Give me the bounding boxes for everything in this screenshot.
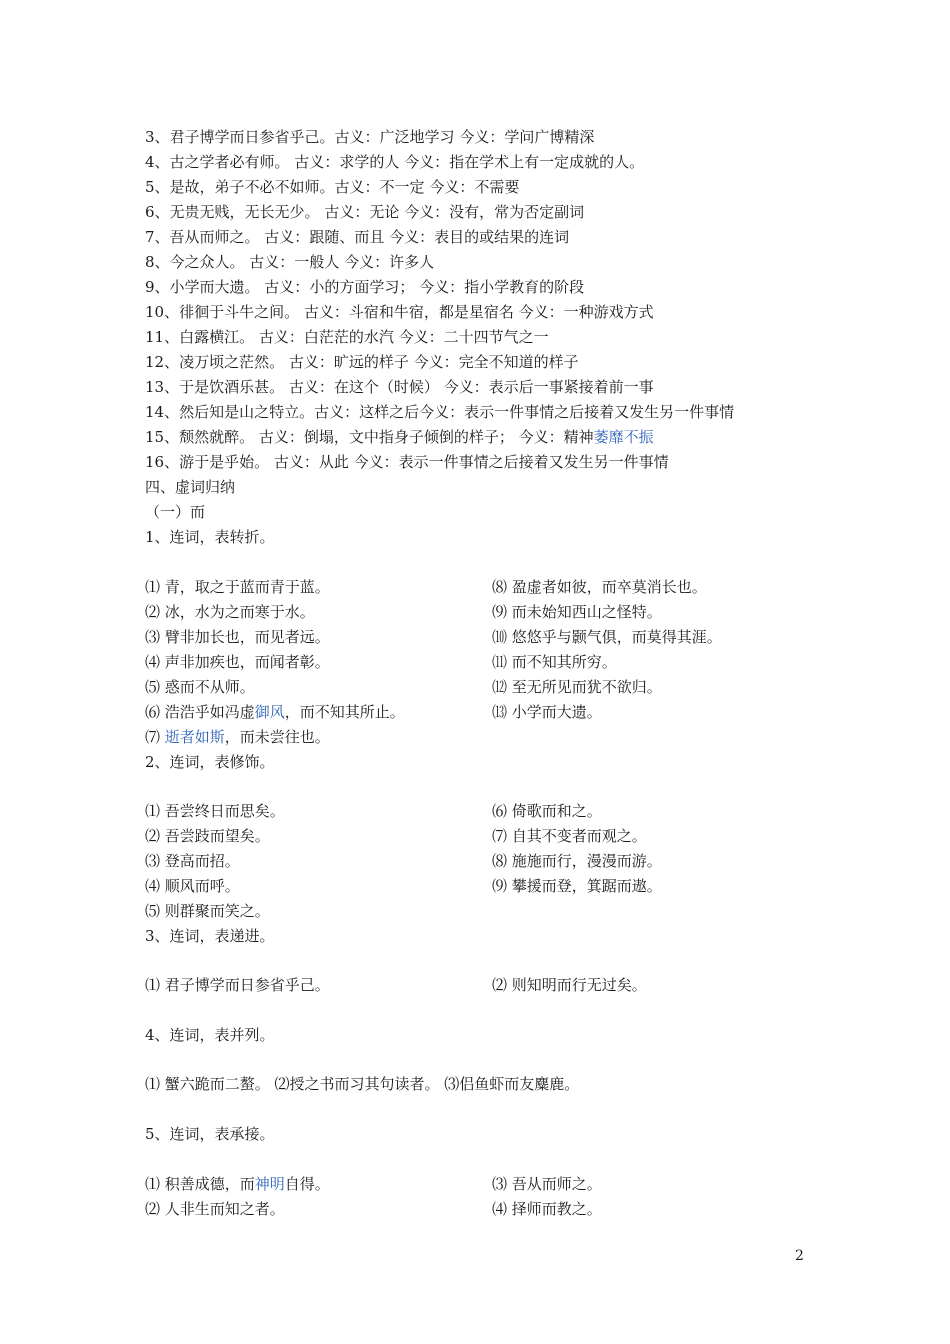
hyperlink-text[interactable]: 萎靡不振 xyxy=(593,428,654,446)
meaning-line: 4、古之学者必有师。 古义：求学的人 今义：指在学术上有一定成就的人。 xyxy=(145,153,645,171)
example-item: ⑶ 登高而招。 xyxy=(145,852,240,870)
example-item: ⑿ 至无所见而犹不欲归。 xyxy=(492,678,662,696)
page-number: 2 xyxy=(795,1248,804,1264)
example-item: ⑹ 浩浩乎如冯虚御风，而不知其所止。 xyxy=(145,703,405,721)
example-item: ⑶ 吾从而师之。 xyxy=(492,1175,602,1193)
meaning-line: 8、今之众人。 古义：一般人 今义：许多人 xyxy=(145,253,435,271)
example-item: ⑵ 冰，水为之而寒于水。 xyxy=(145,603,315,621)
group-title: 4、连词，表并列。 xyxy=(145,1026,275,1044)
example-item: ⑼ 攀援而登，箕踞而遨。 xyxy=(492,877,662,895)
group-title: 1、连词，表转折。 xyxy=(145,528,275,546)
example-item: ⑽ 悠悠乎与颢气俱，而莫得其涯。 xyxy=(492,628,722,646)
meaning-line: 6、无贵无贱，无长无少。 古义：无论 今义：没有，常为否定副词 xyxy=(145,203,585,221)
example-item: ⑴ 君子博学而日参省乎己。 xyxy=(145,976,330,994)
example-item: ⑻ 施施而行，漫漫而游。 xyxy=(492,852,662,870)
example-item: ⑷ 顺风而呼。 xyxy=(145,877,240,895)
meaning-line: 9、小学而大遗。 古义：小的方面学习； 今义：指小学教育的阶段 xyxy=(145,278,585,296)
example-item: ⑸ 则群聚而笑之。 xyxy=(145,902,270,920)
example-item: ⑼ 而未始知西山之怪特。 xyxy=(492,603,662,621)
example-item: ⑶ 臂非加长也，而见者远。 xyxy=(145,628,330,646)
example-item: ⑺ 逝者如斯，而未尝往也。 xyxy=(145,728,330,746)
example-item: ⑵ 则知明而行无过矣。 xyxy=(492,976,647,994)
example-item: ⑾ 而不知其所穷。 xyxy=(492,653,617,671)
meaning-line: 12、凌万顷之茫然。 古义：旷远的样子 今义：完全不知道的样子 xyxy=(145,353,579,371)
example-item: ⑷ 声非加疾也，而闻者彰。 xyxy=(145,653,330,671)
group-title: 5、连词，表承接。 xyxy=(145,1125,275,1143)
meaning-line: 14、然后知是山之特立。古义：这样之后今义：表示一件事情之后接着又发生另一件事情 xyxy=(145,403,735,421)
hyperlink-text[interactable]: 御风 xyxy=(254,703,285,721)
meaning-line: 7、吾从而师之。 古义：跟随、而且 今义：表目的或结果的连词 xyxy=(145,228,570,246)
example-item: ⑺ 自其不变者而观之。 xyxy=(492,827,647,845)
section-heading: 四、虚词归纳 xyxy=(145,478,236,496)
meaning-line: 5、是故，弟子不必不如师。古义：不一定 今义：不需要 xyxy=(145,178,520,196)
example-item: ⑵ 吾尝跂而望矣。 xyxy=(145,827,270,845)
example-item: ⑸ 惑而不从师。 xyxy=(145,678,255,696)
meaning-line: 10、徘徊于斗牛之间。 古义：斗宿和牛宿，都是星宿名 今义：一种游戏方式 xyxy=(145,303,654,321)
hyperlink-text[interactable]: 逝者如斯 xyxy=(164,728,225,746)
sub-heading: （一）而 xyxy=(145,503,206,521)
example-item: ⑴ 蟹六跪而二螯。 ⑵授之书而习其句读者。 ⑶侣鱼虾而友麋鹿。 xyxy=(145,1075,580,1093)
example-item: ⒀ 小学而大遗。 xyxy=(492,703,602,721)
example-item: ⑷ 择师而教之。 xyxy=(492,1200,602,1218)
meaning-line: 15、颓然就醉。 古义：倒塌，文中指身子倾倒的样子； 今义：精神萎靡不振 xyxy=(145,428,654,446)
hyperlink-text[interactable]: 神明 xyxy=(254,1175,285,1193)
meaning-line: 16、游于是乎始。 古义：从此 今义：表示一件事情之后接着又发生另一件事情 xyxy=(145,453,669,471)
example-item: ⑴ 吾尝终日而思矣。 xyxy=(145,802,285,820)
example-item: ⑴ 青，取之于蓝而青于蓝。 xyxy=(145,578,330,596)
group-title: 2、连词，表修饰。 xyxy=(145,753,275,771)
example-item: ⑻ 盈虚者如彼，而卒莫消长也。 xyxy=(492,578,707,596)
meaning-line: 13、于是饮酒乐甚。 古义：在这个（时候） 今义：表示后一事紧接着前一事 xyxy=(145,378,654,396)
example-item: ⑴ 积善成德，而神明自得。 xyxy=(145,1175,330,1193)
meaning-line: 11、白露横江。 古义：白茫茫的水汽 今义：二十四节气之一 xyxy=(145,328,549,346)
group-title: 3、连词，表递进。 xyxy=(145,927,275,945)
example-item: ⑵ 人非生而知之者。 xyxy=(145,1200,285,1218)
example-item: ⑹ 倚歌而和之。 xyxy=(492,802,602,820)
meaning-line: 3、君子博学而日参省乎己。古义：广泛地学习 今义：学问广博精深 xyxy=(145,128,595,146)
